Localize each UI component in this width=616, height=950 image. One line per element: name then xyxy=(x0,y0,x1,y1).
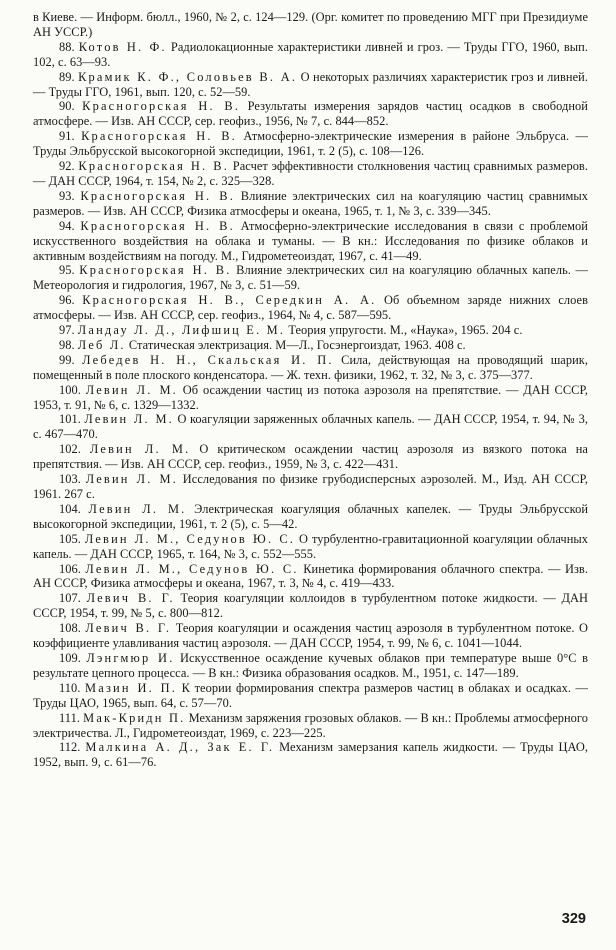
reference-text: Статическая электризация. М—Л., Госэнергоиздат, 1963. 408 с. xyxy=(128,337,466,352)
reference-text: Электрическая коагуляция облачных капелек. — Труды Эльбрусской высокогорной экспедиции, 1961, т. 2 (5), с. 5—42. xyxy=(33,501,588,531)
reference-text: Теория коагуляции и осаждения частиц аэрозоля в турбулентном потоке. О коэффициенте улавливания частиц аэрозоля. — ДАН СССР, 1954, т. 99, № 6, с. 1041—1044. xyxy=(33,621,588,651)
reference-text: Механизм замерзания капель жидкости. — Труды ЦАО, 1952, вып. 9, с. 61—76. xyxy=(33,740,588,770)
reference-entry xyxy=(33,263,588,293)
reference-text: Атмосферно-электрические исследования в связи с проблемой искусственного воздействия на облака и туманы. — В кн.: Исследования по физике облаков и активным воздействиям на погоду. М., Гидрометеоиздат, 1967, с. 41—49. xyxy=(33,218,588,263)
reference-authors: Левич В. Г. xyxy=(85,621,172,636)
reference-entry xyxy=(33,99,588,129)
reference-number: 105. xyxy=(59,531,81,546)
reference-entry xyxy=(33,383,588,413)
reference-number: 111. xyxy=(59,710,80,725)
reference-number: 108. xyxy=(59,621,81,636)
reference-number: 101. xyxy=(59,412,81,427)
reference-entry xyxy=(33,562,588,592)
reference-number: 104. xyxy=(59,501,81,516)
reference-text: Исследования по физике грубодисперсных аэрозолей. М., Изд. АН СССР, 1961. 267 с. xyxy=(33,472,588,501)
reference-text: О некоторых различиях характеристик гроз и ливней. — Труды ГГО, 1961, вып. 120, с. 52—59. xyxy=(33,69,588,99)
reference-number: 97. xyxy=(59,323,75,338)
reference-authors: Левин Л. М. xyxy=(89,442,191,457)
reference-number: 90. xyxy=(59,99,75,114)
reference-authors: Мазин И. П. xyxy=(85,680,178,695)
reference-authors: Леб Л. xyxy=(77,337,126,352)
reference-authors: Красногорская Н. В., Середкин А. А. xyxy=(82,293,377,308)
reference-authors: Левин Л. М. xyxy=(85,382,178,397)
reference-text: Расчет эффективности столкновения частиц сравнимых размеров. — ДАН СССР, 1964, т. 154, № 2, с. 325—328. xyxy=(33,159,588,188)
reference-authors: Красногорская Н. В. xyxy=(81,129,237,144)
reference-number: 99. xyxy=(59,352,75,367)
reference-authors: Красногорская Н. В. xyxy=(80,188,236,203)
reference-number: 109. xyxy=(59,650,81,665)
reference-entry xyxy=(33,711,588,741)
reference-number: 100. xyxy=(59,382,81,397)
reference-text: К теории формирования спектра размеров частиц в облаках и осадках. — Труды ЦАО, 1965, вып. 64, с. 57—70. xyxy=(33,680,588,710)
reference-entry xyxy=(33,651,588,681)
reference-text: О турбулентно-гравитационной коагуляции облачных капель. — ДАН СССР, 1965, т. 164, № 3, с. 552—555. xyxy=(33,531,588,561)
reference-entry xyxy=(33,442,588,472)
reference-text: Влияние электрических сил на коагуляцию облачных капель. — Метеорология и гидрология, 1967, № 3, с. 51—59. xyxy=(33,263,588,293)
reference-number: 110. xyxy=(59,680,81,695)
reference-authors: Левин Л. М., Седунов Ю. С. xyxy=(84,531,296,546)
reference-number: 106. xyxy=(59,561,81,576)
reference-entry xyxy=(33,532,588,562)
reference-number: 103. xyxy=(59,472,81,487)
reference-authors: Красногорская Н. В. xyxy=(80,218,235,233)
reference-authors: Красногорская Н. В. xyxy=(79,263,232,278)
reference-authors: Ландау Л. Д., Лифшиц Е. М. xyxy=(77,323,286,338)
reference-authors: Красногорская Н. В. xyxy=(78,159,230,174)
reference-text: О коагуляции заряженных облачных капель. — ДАН СССР, 1954, т. 94, № 3, с. 467—470. xyxy=(33,412,588,442)
reference-authors: Левин Л. М. xyxy=(88,501,187,516)
reference-number: 88. xyxy=(59,39,75,54)
reference-authors: Левин Л. М. xyxy=(84,412,174,427)
reference-text: Радиолокационные характеристики ливней и гроз. — Труды ГГО, 1960, вып. 102, с. 63—93. xyxy=(33,39,588,69)
reference-authors: Малкина А. Д., Зак Е. Г. xyxy=(85,740,275,755)
reference-number: 91. xyxy=(59,129,75,144)
reference-authors: Котов Н. Ф. xyxy=(78,39,167,54)
reference-entry xyxy=(33,159,588,189)
reference-number: 94. xyxy=(59,218,75,233)
reference-entry xyxy=(33,129,588,159)
reference-entry xyxy=(33,472,588,502)
reference-number: 92. xyxy=(59,159,75,174)
reference-number: 95. xyxy=(59,263,75,278)
reference-entry xyxy=(33,70,588,100)
reference-number: 98. xyxy=(59,337,75,352)
reference-entry xyxy=(33,412,588,442)
reference-text: Искусственное осаждение кучевых облаков при температуре выше 0°С в результате цепного процесса. — В кн.: Физика образования осадков. М., 1951, с. 147—189. xyxy=(33,650,588,680)
reference-authors: Левин Л. М., Седунов Ю. С. xyxy=(85,561,299,576)
reference-authors: Мак-Кридн П. xyxy=(83,710,186,725)
page-number: 329 xyxy=(561,911,586,927)
reference-entry xyxy=(33,591,588,621)
reference-authors: Левич В. Г. xyxy=(86,591,175,606)
reference-text: Об объемном заряде нижних слоев атмосферы. — Изв. АН СССР, сер. геофиз., 1964, № 4, с. 587—595. xyxy=(33,293,588,323)
reference-text: О критическом осаждении частиц аэрозоля из вязкого потока на препятствия. — Изв. АН СССР, сер. геофиз., 1959, № 3, с. 422—431. xyxy=(33,442,588,472)
reference-text: Теория упругости. М., «Наука», 1965. 204 с. xyxy=(288,323,523,338)
reference-entry xyxy=(33,502,588,532)
reference-entry xyxy=(33,681,588,711)
reference-entry xyxy=(33,219,588,264)
reference-text: Об осаждении частиц из потока аэрозоля на препятствие. — ДАН СССР, 1953, т. 91, № 6, с. 1329—1332. xyxy=(33,382,588,412)
reference-number: 102. xyxy=(59,442,81,457)
reference-number: 96. xyxy=(59,293,75,308)
reference-authors: Лэнгмюр И. xyxy=(86,650,175,665)
reference-text: Влияние электрических сил на коагуляцию частиц сравнимых размеров. — Изв. АН СССР, Физика атмосферы и океана, 1965, т. 1, № 3, с. 339—345. xyxy=(33,188,589,218)
reference-authors: Левин Л. М. xyxy=(85,472,178,487)
reference-text: Теория коагуляции коллоидов в турбулентном потоке жидкости. — ДАН СССР, 1954, т. 99, № 5, с. 800—812. xyxy=(33,591,589,621)
reference-number: 107. xyxy=(59,591,81,606)
reference-list xyxy=(33,10,588,770)
reference-entry xyxy=(33,338,588,353)
reference-text: Механизм заряжения грозовых облаков. — В кн.: Проблемы атмосферного электричества. Л., Гидрометеоиздат, 1969, с. 223—225. xyxy=(33,710,588,740)
reference-text: Результаты измерения зарядов частиц осадков в свободной атмосфере. — Изв. АН СССР, сер. геофиз., 1956, № 7, с. 844—852. xyxy=(33,99,588,129)
reference-continuation: в Киеве. — Информ. бюлл., 1960, № 2, с. 124—129. (Орг. комитет по проведению МГГ при Президиуме АН УССР.) xyxy=(33,10,588,39)
reference-number: 93. xyxy=(59,188,75,203)
reference-authors: Крамик К. Ф., Соловьев В. А. xyxy=(78,69,298,84)
reference-authors: Лебедев Н. Н., Скальская И. П. xyxy=(82,352,334,367)
reference-entry xyxy=(33,189,588,219)
reference-entry xyxy=(33,740,588,770)
reference-authors: Красногорская Н. В. xyxy=(82,99,241,114)
reference-number: 112. xyxy=(59,740,81,755)
reference-text: Атмосферно-электрические измерения в районе Эльбруса. — Труды Эльбрусской высокогорной экспедиции, 1961, т. 2 (5), с. 108—126. xyxy=(33,129,588,159)
reference-entry xyxy=(33,353,588,383)
reference-number: 89. xyxy=(59,69,75,84)
reference-text: Кинетика формирования облачного спектра. — Изв. АН СССР, Физика атмосферы и океана, 1967, т. 3, № 4, с. 419—433. xyxy=(33,561,588,591)
reference-entry xyxy=(33,40,588,70)
reference-entry xyxy=(33,323,588,338)
reference-text: Сила, действующая на проводящий шарик, помещенный в поле плоского конденсатора. — Ж. техн. физики, 1962, т. 32, № 3, с. 375—377. xyxy=(33,352,588,382)
reference-entry xyxy=(33,293,588,323)
reference-entry xyxy=(33,621,588,651)
